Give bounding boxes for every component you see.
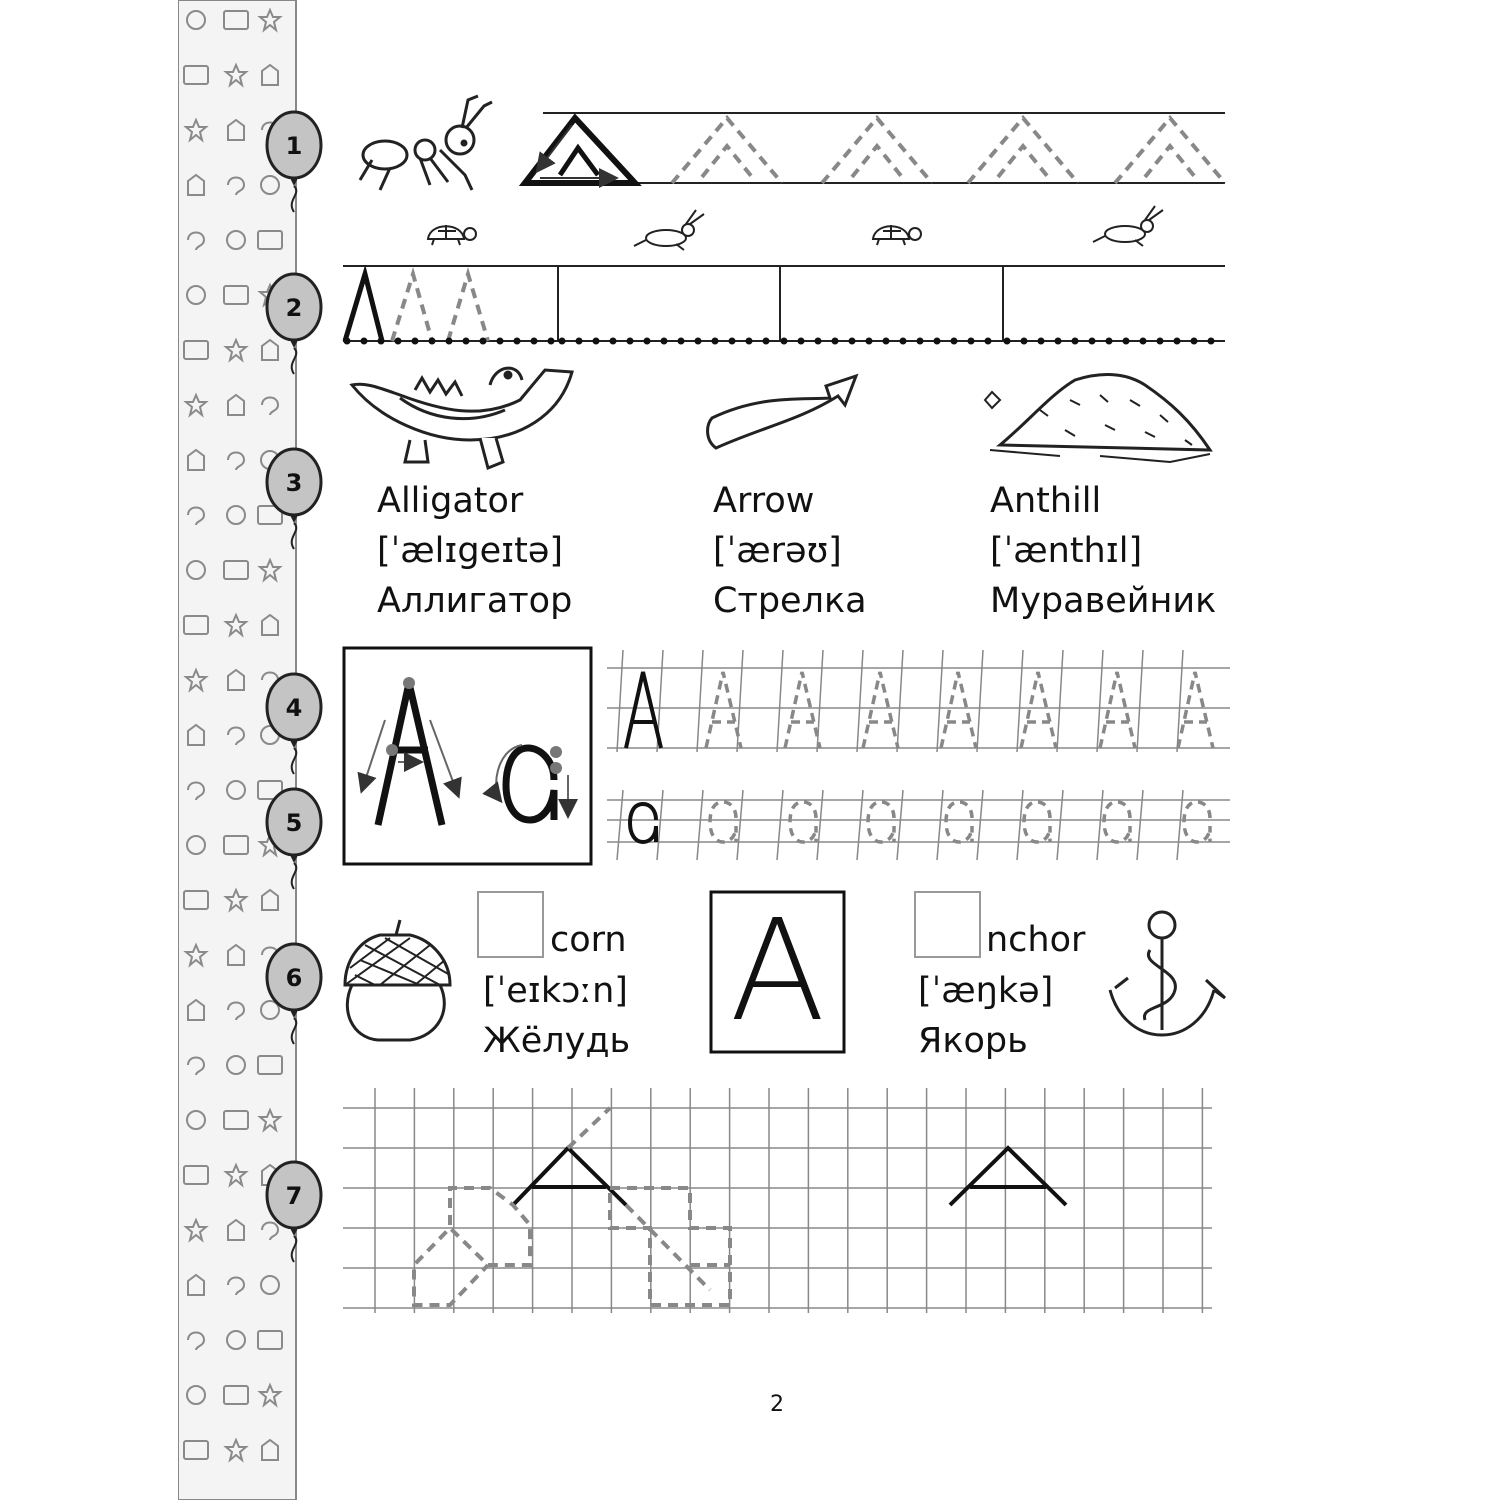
sample-letter-upper — [626, 672, 661, 748]
uppercase-tracing-letters — [626, 672, 1213, 748]
vocab-anthill — [990, 476, 1216, 626]
letter-fill-box[interactable] — [478, 892, 543, 957]
peak-tracing-guide — [525, 118, 635, 183]
vocab-translation: Муравейник — [990, 581, 1217, 621]
arrow-icon — [708, 376, 856, 448]
rabbit-icon — [634, 210, 704, 250]
vocab-transcription: [ˈænthɪl] — [990, 531, 1143, 571]
vocab-translation: Якорь — [918, 1021, 1028, 1061]
sample-peak — [345, 274, 382, 341]
vocab-transcription: [ˈæŋkə] — [918, 971, 1054, 1011]
ant-icon — [360, 96, 492, 190]
uppercase-practice-grid — [607, 650, 1230, 752]
dashed-peaks — [672, 118, 1225, 183]
anchor-icon — [1110, 912, 1225, 1035]
turtle-icon — [428, 225, 476, 245]
vocab-translation: Аллигатор — [377, 581, 573, 621]
tracing-letter-lower — [710, 802, 736, 842]
tracing-letter-upper — [706, 672, 741, 748]
vocab-arrow — [713, 476, 867, 626]
tracing-letter-lower — [868, 802, 894, 842]
writing-line-row-2 — [343, 266, 1225, 341]
step-number: 6 — [285, 964, 303, 992]
step-number: 7 — [285, 1182, 303, 1210]
dashed-peaks-row-2 — [392, 274, 488, 341]
word-rest-anchor: nchor — [986, 920, 1086, 960]
tracing-letter-lower — [1104, 802, 1130, 842]
tracing-letter-upper — [1021, 672, 1056, 748]
step-number: 3 — [285, 469, 303, 497]
word-rest-acorn: corn — [550, 920, 627, 960]
vocab-alligator — [377, 476, 572, 626]
big-letter-A: A — [729, 890, 826, 1053]
vocab-transcription: [ˈælɪgeɪtə] — [377, 531, 564, 571]
step-number: 5 — [285, 809, 303, 837]
vocab-transcription: [ˈeɪkɔːn] — [483, 971, 628, 1011]
tracing-letter-upper — [1178, 672, 1213, 748]
rabbit-icon — [1093, 206, 1163, 246]
lowercase-practice-grid — [607, 790, 1230, 860]
page-number: 2 — [770, 1392, 784, 1417]
step-number: 1 — [285, 132, 303, 160]
fill-anchor-details — [918, 966, 1053, 1066]
turtle-icon — [873, 225, 921, 245]
step-number: 4 — [285, 694, 303, 722]
fill-acorn-details — [483, 966, 630, 1066]
step-number: 2 — [285, 294, 303, 322]
tracing-letter-upper — [1100, 672, 1135, 748]
acorn-icon — [345, 920, 450, 1040]
vocab-word: Anthill — [990, 481, 1102, 521]
vocab-word: Arrow — [713, 481, 815, 521]
tracing-letter-lower — [1184, 802, 1210, 842]
tracing-letter-lower — [946, 802, 972, 842]
alligator-icon — [352, 368, 572, 468]
vocab-transcription: [ˈærəʊ] — [713, 531, 842, 571]
tracing-letter-lower — [1024, 802, 1050, 842]
stroke-order-demo — [362, 677, 568, 825]
tracing-letter-upper — [785, 672, 820, 748]
tracing-letter-lower — [790, 802, 816, 842]
sample-letter-lower — [630, 804, 656, 842]
vocab-translation: Жёлудь — [483, 1021, 631, 1061]
vocab-translation: Стрелка — [713, 581, 867, 621]
turtle-rabbit-row — [428, 206, 1163, 250]
lowercase-tracing-letters — [630, 802, 1210, 842]
letter-fill-box[interactable] — [915, 892, 980, 957]
anthill-icon — [985, 375, 1210, 462]
vocab-word: Alligator — [377, 481, 524, 521]
cell-drawing-pattern — [414, 1108, 1066, 1305]
tracing-letter-upper — [863, 672, 898, 748]
tracing-letter-upper — [941, 672, 976, 748]
